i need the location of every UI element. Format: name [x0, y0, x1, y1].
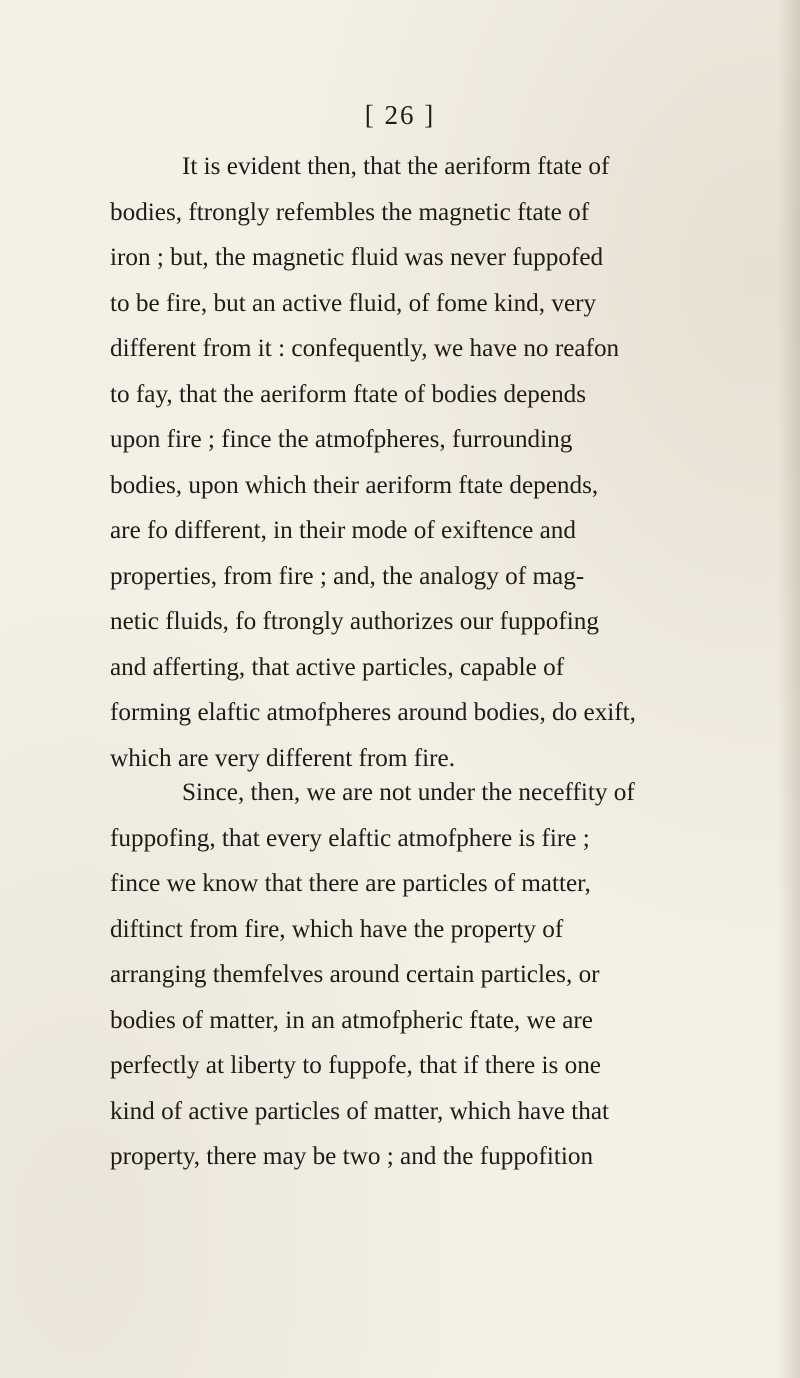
text-line: It is evident then, that the aeriform ftate of — [182, 153, 610, 180]
text-line: diftinct from fire, which have the property of — [110, 915, 564, 943]
text-line: fince we know that there are particles of matter, — [110, 870, 591, 897]
text-line: arranging themfelves around certain particles, or — [110, 961, 600, 988]
text-line: properties, from fire ; and, the analogy of mag- — [110, 562, 585, 590]
page-number: [ 26 ] — [364, 100, 436, 130]
text-line: and afferting, that active particles, capable of — [110, 653, 565, 681]
text-line: upon fire ; fince the atmofpheres, furrounding — [110, 426, 573, 453]
text-line: perfectly at liberty to fuppofe, that if there is one — [110, 1052, 601, 1079]
text-line: different from it : confequently, we have no reafon — [110, 335, 620, 362]
text-line: iron ; but, the magnetic fluid was never fuppofed — [110, 244, 604, 271]
text-line: to fay, that the aeriform ftate of bodies depends — [110, 380, 587, 408]
page-edge-shadow — [778, 0, 800, 1378]
text-line: Since, then, we are not under the neceffity of — [182, 779, 635, 806]
text-line: fuppofing, that every elaftic atmofphere is fire ; — [110, 824, 590, 852]
text-line: bodies, ftrongly refembles the magnetic ftate of — [110, 198, 590, 226]
text-line: property, there may be two ; and the fuppofition — [110, 1143, 594, 1170]
paragraph-2 — [110, 770, 772, 1180]
text-line: netic fluids, fo ftrongly authorizes our fuppofing — [110, 608, 599, 635]
text-line: forming elaftic atmofpheres around bodies, do exift, — [110, 699, 636, 726]
text-line: bodies, upon which their aeriform ftate depends, — [110, 471, 599, 499]
text-line: bodies of matter, in an atmofpheric ftate, we are — [110, 1006, 593, 1034]
paragraph-1 — [110, 144, 772, 781]
text-line: which are very different from fire. — [110, 744, 455, 772]
text-line: kind of active particles of matter, which have that — [110, 1097, 610, 1125]
text-line: are fo different, in their mode of exiftence and — [110, 517, 576, 544]
text-line: to be fire, but an active fluid, of fome kind, very — [110, 289, 597, 317]
